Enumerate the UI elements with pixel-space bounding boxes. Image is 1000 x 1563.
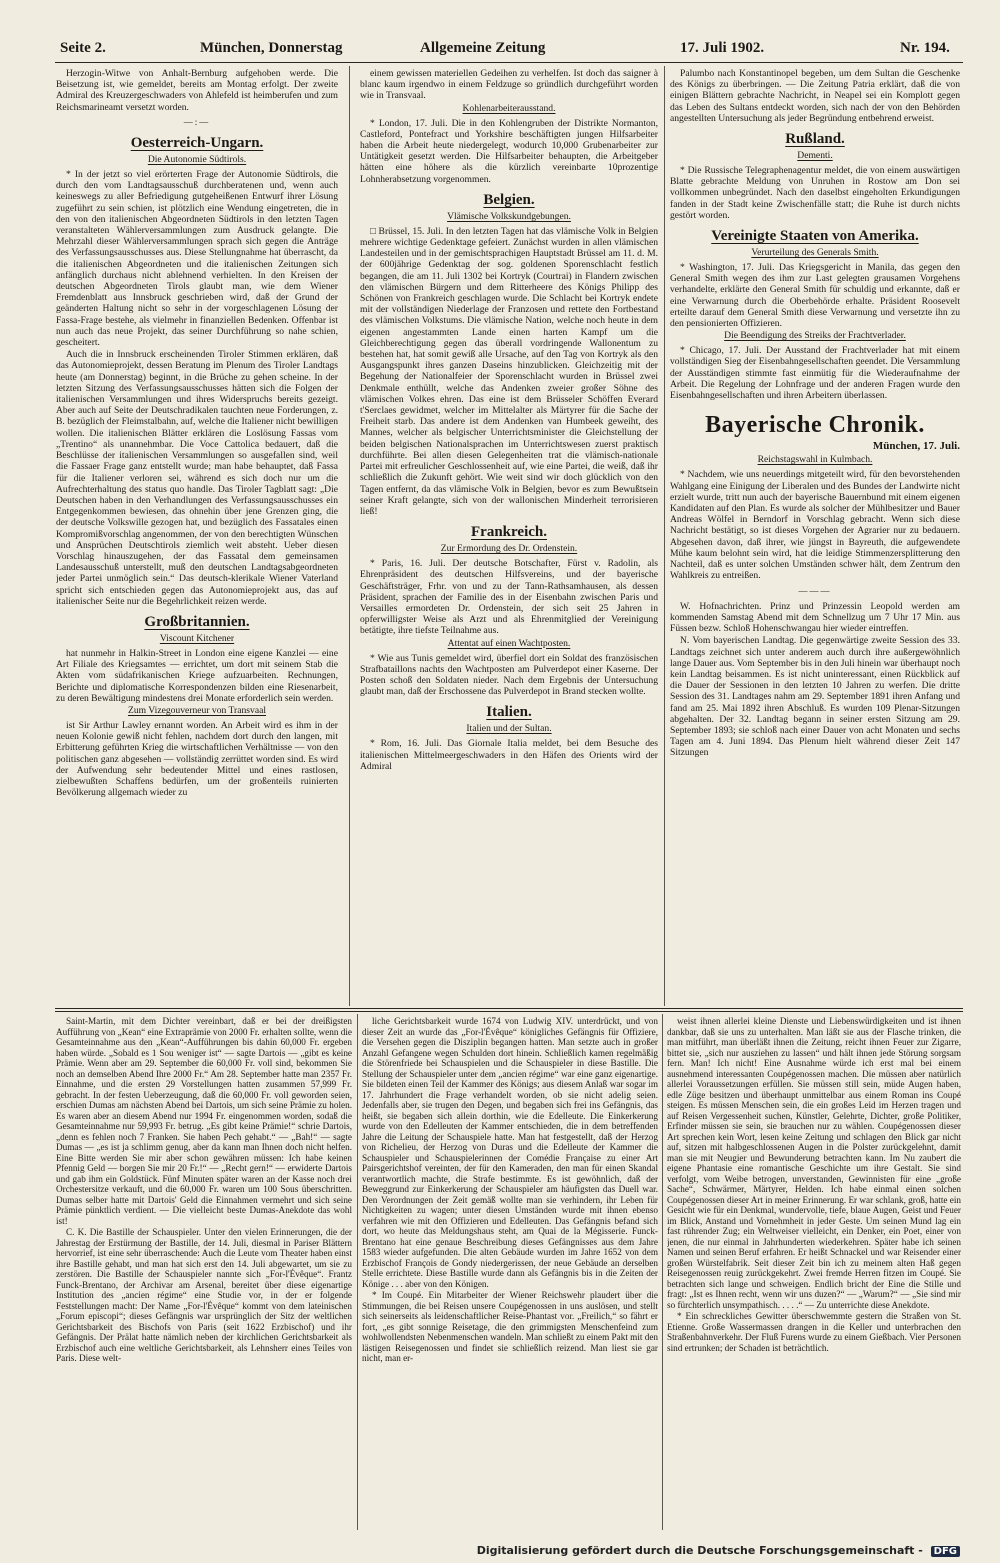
feuilleton-column-1 [56,1016,352,1528]
article-paragraph: hat nunmehr in Halkin-Street in London eine eigene Kanzlei — eine Art Filiale des Kriegsamtes — errichtet, um dort mit seinem Stab die Akten vom südafrikanischen Kriege aufzuarbeiten. Rechnungen, Berichte und diplomatische Korrespondenzen bilden eine Riesenarbeit, zu deren Bewältigung mindestens drei Monate erforderlich sein werden. [56,647,338,704]
dfg-logo: DFG [931,1546,960,1557]
article-subheading: Reichstagswahl in Kulmbach. [757,454,873,466]
article-paragraph: Saint-Martin, mit dem Dichter vereinbart, daß er bei der dreißigsten Aufführung von „Kean“ eine Extraprämie von 2000 Fr. erhalten sollte, wenn die Gesamteinnahme aus den „Kean“-Aufführungen bis dahin 60,000 Fr. ergeben haben würde. „Sobald es 1 Sou weniger ist“ — sagte Dartois — „gibt es keine Prämie. Wenn aber am 29. September die 60,000 Fr. voll sind, bekommen Sie noch an demselben Abend Ihre 2000 Fr.“ Am 28. September hatte man 2357 Fr. Einnahme, und die ersten 29 Vorstellungen hatten zusammen 57,999 Fr. gebracht. In der festen Ueberzeugung, daß die 60,000 Fr. voll geworden seien, erschien Dumas am nächsten Abend bei Dartois, um sich seine Prämie zu holen. Es waren aber an diesem Abend nur 1994 Fr. eingenommen worden, sodaß die Gesamteinnahme nur 59,993 Fr. betrug. „Es gibt keine Prämie!“ schrie Dartois, „denn es fehlen noch 7 Franken. Sie haben Pech gehabt.“ — „Bah!“ — sagte Dumas — „es ist ja schlimm genug, aber da kann man Ihnen doch nicht helfen. Eine Bitte werden Sie mir aber schon gewähren müssen: Ich habe keinen Pfennig Geld — borgen Sie mir 20 Fr.!“ — „Recht gern!“ — erwiderte Dartois und gab ihm ein Goldstück. Fünf Minuten später waren an der Kasse noch drei Orchestersitze verkauft, und die 60,000 Fr. waren um 100 Sous überschritten. Dumas selber hatte mit Dartois' Geld die Einnahmen vermehrt und sich seine Prämie pünktlich verdient. — Die vielleicht beste Dumas-Anekdote das wohl ist! [56,1016,352,1226]
article-subheading: Zur Ermordung des Dr. Ordenstein. [440,543,578,555]
feuilleton-rule [55,1011,963,1012]
article-paragraph: * Paris, 16. Juli. Der deutsche Botschafter, Fürst v. Radolin, als Ehrenpräsident des deutschen Hilfsvereins, und der bayerische Geschäftsträger, Frhr. von und zu der Tann-Rathsamhausen, als dessen Präsident, sprachen der Familie des in der Eisenbahn zwischen Paris und Versailles ermordeten Dr. Ordenstein, der sich seit 25 Jahren in opferwilligster Weise als Arzt und als Ehrenmitglied der Vereinigung betätigte, ihre tiefste Teilnahme aus. [360,558,658,637]
article-subheading: Die Beendigung des Streiks der Frachtverlader. [724,330,906,342]
article-paragraph: W. Hofnachrichten. Prinz und Prinzessin Leopold werden am kommenden Samstag Abend mit dem Schnellzug um 7 Uhr 17 Min. aus Füssen bezw. Schloß Hohenschwangau hier wieder eintreffen. [670,600,960,635]
credit-text: Digitalisierung gefördert durch die Deutsche Forschungsgemeinschaft - [476,1544,923,1557]
article-paragraph: weist ihnen allerlei kleine Dienste und Liebenswürdigkeiten und ist ihnen dankbar, daß sie uns zu unterhalten. Man läßt sie aus der Flasche trinken, die man mitführt, man überläßt ihnen die Zeitung, reicht ihnen Feuer zur Zigarre, bittet sie, „sich nur ausziehen zu lassen“ und hält ihnen jede Störung sorgsam fern. Man! Ich nicht! Eine Ausnahme würde ich erst mal bei einem ausnehmend interessanten Coupégenossen machen. Die müssen aber natürlich allerlei Voraussetzungen erfüllen. Sie müssen still sein, müde Augen haben, edle Züge besitzen und überhaupt unmittelbar aus einem Roman ins Coupé steigen. Es müssen Menschen sein, die ein großes Leid im Herzen tragen und auf Reisen Vergessenheit suchen, Künstler, Gelehrte, Dichter, große Politiker, Erfinder müssen sie sein, sie brauchen nur zu wählen. Coupégenossen dieser Art sprechen kein Wort, lesen keine Zeitung und schlagen den Blick gar nicht auf, sitzen mit halbgeschlossenen Augen in die Polster zurückgelehnt, damit man sie mit Neugier und Bewunderung betrachten kann. Im Nu zaubert die eigene Phantasie eine romantische Geschichte um ihre Gestalt. Sie sind verfolgt, vom Weibe betrogen, unverstanden, Gewinnisten für eine „große Sache“, Schwärmer, Märtyrer, Helden. Ich habe einmal einen solchen Coupégenossen dieser Art in meiner Erinnerung. Er war schlank, groß, hatte ein Gesicht wie für ein Denkmal, wundervolle, tiefe, blaue Augen, Geist und Feuer im Blick, Anstand und Vornehmheit in jeder Geste. Um seinen Mund lag ein fast rührender Zug; ein Weltweiser vielleicht, ein Denker, ein Poet, einer von jenen, die nur einmal in Jahrhunderten wiederkehren. Später habe ich seinen Namen und seinen Beruf erfahren. Er heißt Schnackel und war Reisender einer großen Würstelfabrik. Seit dieser Zeit bin ich zu meinem alten Haß gegen Reisegenossen reuig zurückgekehrt. Zwei fremde Herren fitzen im Coupé. Sie betrachten sich lange und schweigen. Endlich bricht der Eine die Stille und fragt: „Ist es Ihnen recht, wenn wir uns duzen?“ — „Warum?“ — „Sie sind mir so fürchterlich unsympathisch. . . . .“ — Zu unterrichte diese Anekdote. [667,1016,961,1310]
page-number: Seite 2. [60,40,106,56]
section-divider: ——— [798,585,832,596]
place-day: München, Donnerstag [200,40,343,56]
news-column-3 [670,68,960,1004]
article-paragraph: Palumbo nach Konstantinopel begeben, um dem Sultan die Geschenke des Königs zu überbringen. — Die Zeitung Patria erklärt, daß die von einigen Blättern gebrachte Nachricht, in Neapel sei ein Komplott gegen das Leben des Sultans entdeckt worden, sich nach der von den Behörden angestellten Untersuchung als jeder Begründung entbehrend erweist. [670,68,960,124]
article-paragraph: * Rom, 16. Juli. Das Giornale Italia meldet, bei dem Besuche des italienischen Mittelmeergeschwaders in den Häfen des Orients wird der Admiral [360,738,658,772]
section-heading: Großbritannien. [144,613,250,630]
article-paragraph: * Ein schreckliches Gewitter überschwemmte gestern die Straßen von St. Etienne. Große Wassermassen drangen in die Keller und unterbrachen den Straßenbahnverkehr. Der Fluß Furens wurde zu einem Gießbach. Vier Personen sind ertrunken; der Schaden ist beträchtlich. [667,1311,961,1353]
article-paragraph: * London, 17. Juli. Die in den Kohlengruben der Distrikte Normanton, Castleford, Pontefract und Yorkshire beschäftigten jungen Hilfsarbeiter haben die Arbeit heute niedergelegt, wodurch 10,000 Grubenarbeiter zur Untätigkeit gesetzt werden. Die Hilfsarbeiter behaupten, die Arbeitgeber hätten eine höhere als die kürzlich vereinbarte 10prozentige Lohnherabsetzung vorgenommen. [360,117,658,185]
article-paragraph: * Die Russische Telegraphenagentur meldet, die von einem auswärtigen Blatte gebrachte Meldung von Unruhen in Rostow am Don sei vollkommen unbegründet. Nach den daselbst eingeholten Erkundigungen fanden in der Stadt keine Zwischenfälle statt; die Ruhe ist durch nichts gestört worden. [670,165,960,221]
article-paragraph: * Im Coupé. Ein Mitarbeiter der Wiener Reichswehr plaudert über die Stimmungen, die bei Reisen unsere Coupégenossen in uns auslösen, und stellt sich seinerseits als leidenschaftlicher Reise-Phantast vor. „Freilich,“ so fährt er fort, „es gibt sonnige Reisetage, die den grimmigsten Menschenfeind zum wohlwollendsten Nebenmenschen wandeln. Man schließt zu einem Pakt mit den lästigen Reisegenossen und findet sie schließlich reizend. Man liest sie gar nicht, man er- [362,1290,658,1363]
issue-date: 17. Juli 1902. [680,40,765,56]
article-subheading: Italien und der Sultan. [466,723,552,735]
news-column-1 [56,68,338,1004]
article-paragraph: * In der jetzt so viel erörterten Frage der Autonomie Südtirols, die durch den vom Landtagsausschuß durchberatenen und, wenn auch keineswegs zu aller Befriedigung gutgeheißenen Entwurf ihrer Lösung zugeführt zu sein schien, ist plötzlich eine Wendung eingetreten, die in den von den italienischen Abgeordneten Südtirols in den letzten Tagen veranstalteten Wählerversammlungen zum Ausdruck gelangte. Die Mehrzahl dieser Wählerversammlungen sprach sich gegen die Anträge des Verfassungsausschusses aus. Diese Stellungnahme hat überrascht, da die italienischen Abgeordneten und die italienischen Zeitungen sich anfänglich durchaus nicht ablehnend verhielten. In den Kreisen der deutschen Abgeordneten Tirols glaubt man, wie dem Wiener Fremdenblatt aus Innsbruck geschrieben wird, daß der Grund der geänderten Haltung nicht so sehr in der vorgeschlagenen Lösung der Fassa-Frage bestehe, als vielmehr in finanziellen Bedenken. Offenbar ist nun auch das neue Projekt, das seiner Durchführung so nahe schien, gescheitert. [56,169,338,349]
section-heading: Italien. [486,704,532,721]
article-paragraph: C. K. Die Bastille der Schauspieler. Unter den vielen Erinnerungen, die der Jahrestag der Erstürmung der Bastille, der 14. Juli, diesmal in Pariser Blättern hervorrief, ist eine sehr überraschende: Auch die Leute vom Theater haben einst ihre Bastille gehabt, und man hat sich erst den 14. Juli abgewartet, um sie zu zerstören. Die Bastille der Schauspieler nannte sich „For-l'Évêque“. Frantz Funck-Brentano, der Archivar am Arsenal, bereitet über diese eigenartige Institution des „ancien régime“ eine Studie vor, in der er folgende Feststellungen macht: Der Name „For-l'Évêque“ kommt von dem lateinischen „Forum episcopi“; dieses Gefängnis war ursprünglich der Sitz der weltlichen Gerichtsbarkeit des Bischofs von Paris (seit 1622 Erzbischof) und ihr Gefängnis. Der Prälat hatte nämlich neben der kirchlichen Gerichtsbarkeit als Erzbischof auch eine weltliche Gerichtsbarkeit, als Lehnsherr eines Teiles von Paris. Diese welt- [56,1227,352,1363]
column-rule [664,66,665,1006]
dateline: München, 17. Juli. [872,440,960,453]
article-subheading: Kohlenarbeiterausstand. [462,102,556,114]
news-column-2 [360,68,658,1004]
article-paragraph: □ Brüssel, 15. Juli. In den letzten Tagen hat das vlämische Volk in Belgien mehrere wichtige Gedenktage gefeiert. Zunächst wurden in allen vlämischen Landesteilen und in der gemischtsprachigen Hauptstadt Brüssel am 11. d. M. der 600jährige Gedenktag der sog. goldenen Sporenschlacht festlich begangen, die am 11. Juli 1302 bei Kortryk (Courtrai) in Flandern zwischen den vlämischen Bürgern und dem Ritterheere des Königs Philipp des Schönen von Frankreich geschlagen wurde. Die Schlacht bei Kortryk endete mit der vollständigen Niederlage der Franzosen und rettete den Fortbestand des vlämischen Volkstums. Die vlämische Nation, welche noch heute in dem eigenen angestammten Lande einen harten Kampf um die Gleichberechtigung gegen das überall vordringende Wallonentum zu bestehen hat, hat somit gewiß alle Ursache, auf den Tag von Kortryk als den Ausgangspunkt ihres ganzen Daseins hinzublicken. Gleichzeitig mit der Begehung der Nationalfeier der Sporenschlacht wurden in Brüssel zwei Denkmale enthüllt, welche das Andenken zweier großer Söhne des vlämischen Volkes ehren. Das eine ist dem Brüsseler Schöffen Everard t'Serclaes gewidmet, welcher im Mittelalter als Märtyrer für die Sache der Freiheit starb. Das andere ist dem Andenken van Humbeek geweiht, des Mannes, welcher als belgischer Unterrichtsminister die Gleichstellung der beiden belgischen Nationalsprachen im Unterrichtswesen zuerst praktisch durchführte. Bei allen diesen Gelegenheiten trat die vlämisch-nationale Partei mit erfreulicher Geschlossenheit auf, wie eine Partei, die weiß, daß ihr schließlich die Zukunft gehört. Wie weit sind wir doch glücklich von den Tagen entfernt, da das vlämische Volk in Belgien, bevor es zum Bewußtsein seiner Kraft gelangte, sich von der wallonischen Minderheit terrorisieren ließ! [360,225,658,517]
column-rule [349,66,350,1006]
article-subheading: Verurteilung des Generals Smith. [751,247,879,259]
article-paragraph: * Wie aus Tunis gemeldet wird, überfiel dort ein Soldat des französischen Strafbataillons nachts den Wachtposten am Pulverdepot einer Kaserne. Der Posten schoß den Soldaten nieder. Nach dem Ergebnis der Untersuchung glaubt man, daß der Erschossene das Pulverdepot in Brand stecken wollte. [360,652,658,698]
article-subheading: Dementi. [797,150,833,162]
article-paragraph: * Washington, 17. Juli. Das Kriegsgericht in Manila, das gegen den General Smith wegen des ihm zur Last gelegten grausamen Vorgehens verhandelte, erklärte den General Smith für schuldig und erkannte, daß er eine Verwarnung durch die Oberbehörde erhalte. Präsident Roosevelt erteilte darauf dem General Smith diese Verwarnung und versetzte ihn zu den pensionierten Offizieren. [670,262,960,330]
header-rule [55,62,963,63]
feuilleton-column-2 [362,1016,658,1528]
article-subheading: Die Autonomie Südtirols. [147,154,247,166]
section-heading: Frankreich. [471,524,547,541]
column-rule [357,1014,358,1530]
article-paragraph: ist Sir Arthur Lawley ernannt worden. An Arbeit wird es ihm in der neuen Kolonie gewiß nicht fehlen, nachdem dort durch den langen, mit Erbitterung geführten Krieg die wirtschaftlichen Verhältnisse — von den politischen ganz abgesehen — vollständig zerrüttet worden sind. Es wird der Aufwendung sehr bedeutender Mittel und eines rastlosen, zielbewußten Schaffens bedürfen, um der großenteils ruinierten Bevölkerung allgemach wieder zu [56,719,338,799]
article-subheading: Viscount Kitchener [159,632,235,644]
article-paragraph: N. Vom bayerischen Landtag. Die gegenwärtige zweite Session des 33. Landtags zeichnet sich unter anderem auch durch ihre außergewöhnlich lange Dauer aus. Vom September bis in den Juli hinein war überhaupt noch kein Landtag beisammen. Es ist nicht uninteressant, einen Rückblick auf die Dauer der Sessionen in den letzten 10 Jahren zu werfen. Die dritte Session des 31. Landtages nahm am 29. September 1891 ihren Anfang und fand am 25. Mai 1892 ihren Abschluß. Es wurden 109 Plenar-Sitzungen abgehalten. Der 32. Landtag begann in seiner ersten Sitzung am 29. September 1893; sie schloß nach einer Dauer von acht Monaten und sechs Tagen am 4. Juni 1894. Das Plenum hielt während dieser Zeit 147 Sitzungen [670,635,960,759]
digitization-credit [477,1544,960,1557]
article-paragraph: Herzogin-Witwe von Anhalt-Bernburg aufgehoben werde. Die Beisetzung ist, wie gemeldet, bereits am Montag erfolgt. Der zweite Admiral des Kreuzergeschwaders von Ahlefeld ist heimberufen und zum Reichsmarineamt versetzt worden. [56,68,338,113]
article-paragraph: Auch die in Innsbruck erscheinenden Tiroler Stimmen erklären, daß das Autonomieprojekt, dessen Beratung im Plenum des Tiroler Landtags heute (am Donnerstag) beginnt, in die Brüche zu gehen scheine. In der letzten Sitzung des Verfassungsausschusses hätten sich die Folgen der italienischen Versammlungen und ihres Widerspruchs bereits gezeigt. Aber auch auf Seite der Deutschradikalen tauchten neue Forderungen, z. B. bezüglich der Fleimstalbahn, auf, welche die Italiener nicht bewilligen wollen. Die italienischen Blätter erklären die Loslösung Fassas vom „Trentino“ als unannehmbar. Die Voce Cattolica bedauert, daß die Beschlüsse der italienischen Versammlungen so ausgefallen sind, weil die Fassaer Frage ganz entstellt wurde; man habe behauptet, daß Fassa für die Italiener verloren sei, während es sich doch nur um die Aufrechterhaltung des status quo handle. Das Tiroler Tagblatt sagt: „Die Deutschen haben in den Verhandlungen des Verfassungsausschusses ein Entgegenkommen bewiesen, das ohnehin über jene Grenzen ging, die der deutsche Volkswille gezogen hat, und bezüglich des Fassatales einen Kompromißvorschlag angenommen, der von den berechtigten Wünschen und Ansprüchen Deutschtirols ziemlich weit absteht. Ueber diesen Vorschlag hinauszugehen, der das Fassatal dem gemeinsamen Landesausschuß unterstellt, muß den deutschen Landtagsabgeordneten jeder Partei unmöglich sein.“ Das deutsch-klerikale Wiener Vaterland spricht sich entschieden gegen das Autonomieprojekt aus, das auf italienischer Seite nur die Begehrlichkeit reizen werde. [56,349,338,607]
section-heading: Vereinigte Staaten von Amerika. [711,228,919,245]
article-paragraph: * Chicago, 17. Juli. Der Ausstand der Frachtverlader hat mit einem vollständigen Sieg der Eisenbahngesellschaften geendet. Die Versammlung der Ausständigen stimmte fast einmütig für die Wiederaufnahme der Arbeit. Die Regelung der Lohnfrage und der anderen Fragen wurde den Eisenbahngesellschaften und ihren Arbeitern überlassen. [670,345,960,402]
section-heading: Belgien. [483,191,535,208]
article-subheading: Zum Vizegouverneur von Transvaal [127,704,267,716]
article-subheading: Vlämische Volkskundgebungen. [447,210,571,222]
chronicle-heading: Bayerische Chronik. [705,412,925,439]
section-heading: Oesterreich-Ungarn. [130,135,264,152]
article-paragraph: * Nachdem, wie uns neuerdings mitgeteilt wird, für den bevorstehenden Wahlgang eine Einigung der Liberalen und des Bundes der Landwirte nicht erzielt wurde, tritt nun auch der bayerische Bauernbund mit einem eigenen Kandidaten auf den Plan. Es wurde als solcher der Mühlbesitzer und Bauer Andreas Wölfel in Berndorf in Vorschlag gebracht. Wenn sich diese Nachricht bestätigt, so ist dieses Vorgehen der Agrarier nur zu bedauern. Abgesehen davon, daß ihrer, wie jüngst in Bayreuth, die aufgewendete Mühe kaum belohnt sein wird, hat die leidige Stimmenzersplitterung den Nachteil, daß es unter solchen Umständen schwer hält, dem Zentrum den Wahlkreis zu entreißen. [670,469,960,582]
article-subheading: Attentat auf einen Wachtposten. [447,637,571,649]
feuilleton-rule [55,1008,963,1009]
issue-number: Nr. 194. [900,40,950,56]
section-heading: Rußland. [785,131,845,148]
masthead-title: Allgemeine Zeitung [420,40,546,56]
article-paragraph: liche Gerichtsbarkeit wurde 1674 von Ludwig XIV. unterdrückt, und von dieser Zeit an wurde das „For-l'Évêque“ königliches Gefängnis für Offiziere, die Versehen gegen die Disziplin begangen hatten. Man setzte auch in großer Anzahl Gefangene wegen Schulden dort hinein. Schließlich kamen regelmäßig die Störenfriede bei Schauspielen und die Schauspieler in diese Bastille. Die Stellung der Schauspieler unter dem „ancien régime“ war eine ganz eigenartige. Sie bildeten einen Teil der Kammer des Königs; aus diesem Anlaß war sogar im 17. Jahrhundert die Frage verhandelt worden, ob sie nicht adelig seien. Jedenfalls aber, sie trugen den Degen, und begaben sich frei ins Gefängnis, das heißt, sie begaben sich allein dorthin, wie die Edelleute. Die Einkerkerung wurde von den Edelleuten der Kammer entschieden, die in dem betreffenden Jahre die Leitung der Schauspiele hatte. Man hat festgestellt, daß der Herzog von Richelieu, der Herzog von Duras und die Edelleute der Kammer die Schauspieler und Schauspielerinnen der Comédie Française zu einer Art Pairsgerichtshof vereinten, der für den Kameraden, den man für einen Skandal verantwortlich machte, die Strafe bestimmte. Es ist gewöhnlich, daß der Beweggrund zur Einkerkerung der Schauspieler am häufigsten das Duell war. Den Verordnungen der Zeit gemäß wollte man sie verhindern, ihr Leben für Nichtigkeiten zu wagen; unter diesen Umständen wurde mit ihnen ebenso verfahren wie mit den Offizieren und Edelleuten. Das Gefängnis befand sich dort, wo heute das Meldungshaus steht, am Quai de la Mégisserie. Funck-Brentano hat eine genaue Beschreibung dieses Gefängnisses aus dem Jahre 1583 wieder aufgefunden. Die alten Gebäude wurden im Jahre 1652 von dem Erzbischof François de Gondy niedergerissen, der neue Gebäude an derselben Stelle errichtete. Diese Bastille wurde dann als Gefängnis bis in die Zeiten der Könige . . . aber von den Königen. [362,1016,658,1289]
article-paragraph: einem gewissen materiellen Gedeihen zu verhelfen. Ist doch das saigner à blanc kaum irgendwo in einem Feldzuge so gründlich durchgeführt worden wie in Transvaal. [360,68,658,102]
section-divider: —:— [183,116,211,127]
feuilleton-column-3 [667,1016,961,1528]
column-rule [662,1014,663,1530]
